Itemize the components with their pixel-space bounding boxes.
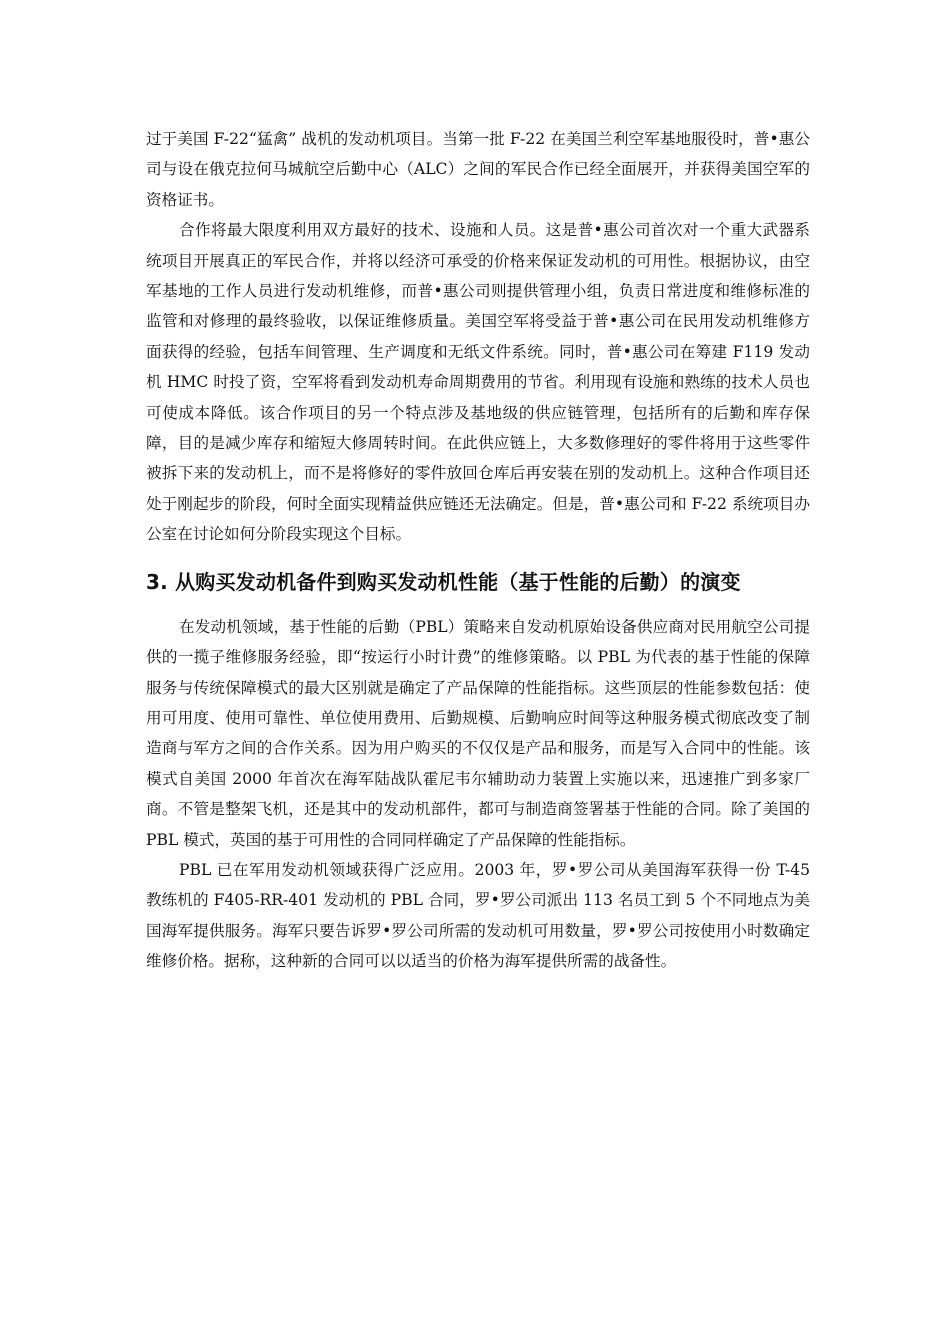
section-heading: 3. 从购买发动机备件到购买发动机性能（基于性能的后勤）的演变 [146,569,741,594]
paragraph-pbl-military: PBL 已在军用发动机领域获得广泛应用。2003 年，罗•罗公司从美国海军获得一份 T-45 教练机的 F405-RR-401 发动机的 PBL 合同，罗•罗公司派出 113 名员工到 5 个不同地点为美国海军提供服务。海军只要告诉罗•罗公司所需的发动机可用数量，罗•罗公司按使用小时数确定维修价格。据称，这种新的合同可以以适当的价格为海军提供所需的战备性。 [146,860,810,971]
document-body [146,124,810,977]
paragraph-continuation: 过于美国 F-22“猛禽” 战机的发动机项目。当第一批 F-22 在美国兰利空军基地服役时，普•惠公司与设在俄克拉何马城航空后勤中心（ALC）之间的军民合作已经全面展开，并获得美国空军的资格证书。 [146,130,810,209]
paragraph-cooperation: 合作将最大限度利用双方最好的技术、设施和人员。这是普•惠公司首次对一个重大武器系统项目开展真正的军民合作，并将以经济可承受的价格来保证发动机的可用性。根据协议，由空军基地的工作人员进行发动机维修，而普•惠公司则提供管理小组，负责日常进度和维修标准的监管和对修理的最终验收，以保证维修质量。美国空军将受益于普•惠公司在民用发动机维修方面获得的经验，包括车间管理、生产调度和无纸文件系统。同时，普•惠公司在筹建 F119 发动机 HMC 时投了资，空军将看到发动机寿命周期费用的节省。利用现有设施和熟练的技术人员也可使成本降低。该合作项目的另一个特点涉及基地级的供应链管理，包括所有的后勤和库存保障，目的是减少库存和缩短大修周转时间。在此供应链上，大多数修理好的零件将用于这些零件被拆下来的发动机上，而不是将修好的零件放回仓库后再安装在别的发动机上。这种合作项目还处于刚起步的阶段，何时全面实现精益供应链还无法确定。但是，普•惠公司和 F-22 系统项目办公室在讨论如何分阶段实现这个目标。 [146,221,810,544]
paragraph-pbl-intro: 在发动机领域，基于性能的后勤（PBL）策略来自发动机原始设备供应商对民用航空公司提供的一揽子维修服务经验，即“按运行小时计费”的维修策略。以 PBL 为代表的基于性能的保障服务与传统保障模式的最大区别就是确定了产品保障的性能指标。这些顶层的性能参数包括：使用可用度、使用可靠性、单位使用费用、后勤规模、后勤响应时间等这种服务模式彻底改变了制造商与军方之间的合作关系。因为用户购买的不仅仅是产品和服务，而是写入合同中的性能。该模式自美国 2000 年首次在海军陆战队霍尼韦尔辅助动力装置上实施以来，迅速推广到多家厂商。不管是整架飞机，还是其中的发动机部件，都可与制造商签署基于性能的合同。除了美国的 PBL 模式，英国的基于可用性的合同同样确定了产品保障的性能指标。 [146,617,810,849]
